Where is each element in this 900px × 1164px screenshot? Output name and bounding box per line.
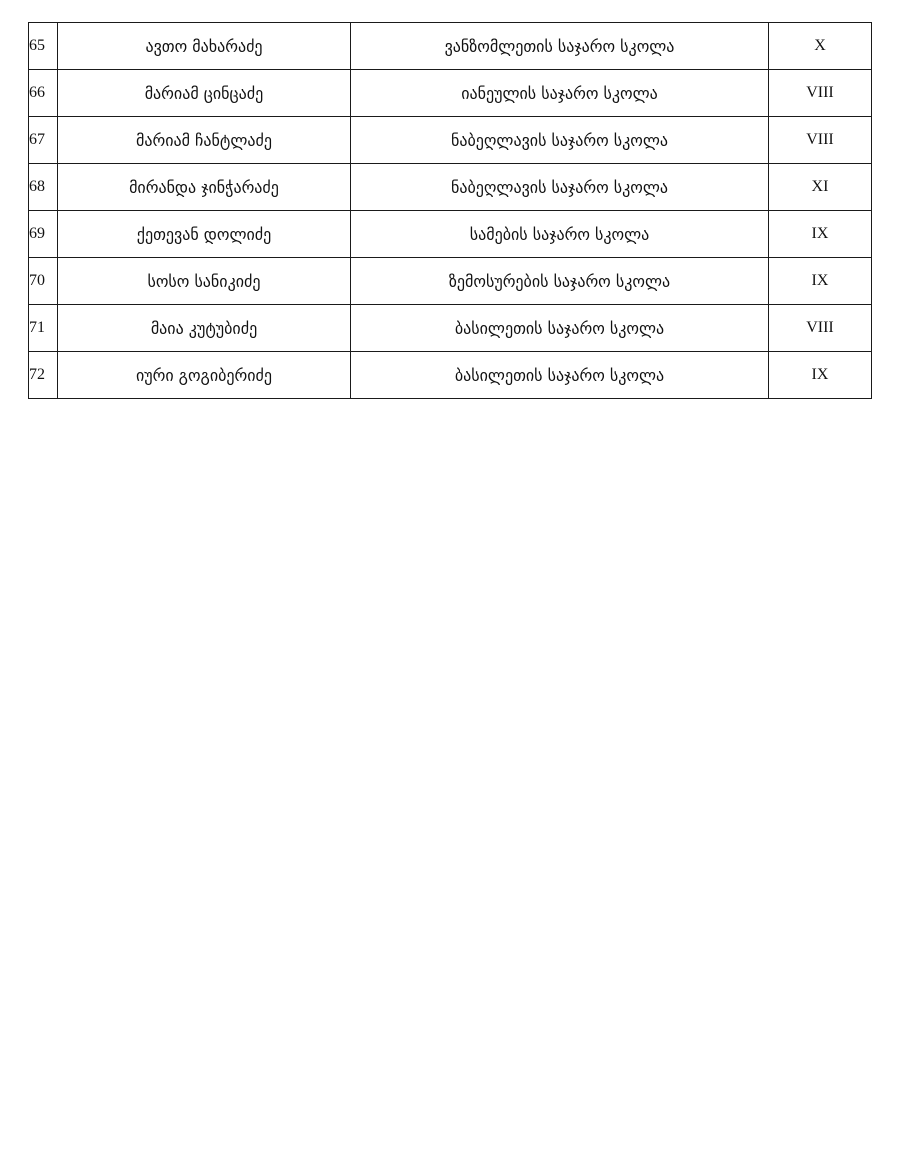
student-name: იური გოგიბერიძე	[58, 352, 351, 399]
student-name: სოსო სანიკიძე	[58, 258, 351, 305]
grade: VIII	[769, 305, 872, 352]
grade: XI	[769, 164, 872, 211]
table-row	[29, 117, 872, 164]
student-name: მარიამ ჩანტლაძე	[58, 117, 351, 164]
row-number: 65	[29, 23, 58, 70]
school-name: ბასილეთის საჯარო სკოლა	[351, 305, 769, 352]
table-row	[29, 211, 872, 258]
school-name: ვანზომლეთის საჯარო სკოლა	[351, 23, 769, 70]
grade: VIII	[769, 117, 872, 164]
table-row	[29, 164, 872, 211]
school-name: ბასილეთის საჯარო სკოლა	[351, 352, 769, 399]
school-name: სამების საჯარო სკოლა	[351, 211, 769, 258]
student-name: ქეთევან დოლიძე	[58, 211, 351, 258]
row-number: 67	[29, 117, 58, 164]
table-row	[29, 352, 872, 399]
row-number: 69	[29, 211, 58, 258]
row-number: 66	[29, 70, 58, 117]
student-name: მირანდა ჯინჭარაძე	[58, 164, 351, 211]
table-row	[29, 305, 872, 352]
row-number: 71	[29, 305, 58, 352]
row-number: 72	[29, 352, 58, 399]
grade: IX	[769, 211, 872, 258]
table-row	[29, 70, 872, 117]
student-name: მაია კუტუბიძე	[58, 305, 351, 352]
school-name: ნაბეღლავის საჯარო სკოლა	[351, 164, 769, 211]
table-row	[29, 258, 872, 305]
student-name: ავთო მახარაძე	[58, 23, 351, 70]
grade: X	[769, 23, 872, 70]
grade: IX	[769, 352, 872, 399]
participants-table	[28, 22, 872, 399]
school-name: იანეულის საჯარო სკოლა	[351, 70, 769, 117]
row-number: 68	[29, 164, 58, 211]
grade: VIII	[769, 70, 872, 117]
grade: IX	[769, 258, 872, 305]
school-name: ზემოსურების საჯარო სკოლა	[351, 258, 769, 305]
row-number: 70	[29, 258, 58, 305]
student-name: მარიამ ცინცაძე	[58, 70, 351, 117]
school-name: ნაბეღლავის საჯარო სკოლა	[351, 117, 769, 164]
table-row	[29, 23, 872, 70]
